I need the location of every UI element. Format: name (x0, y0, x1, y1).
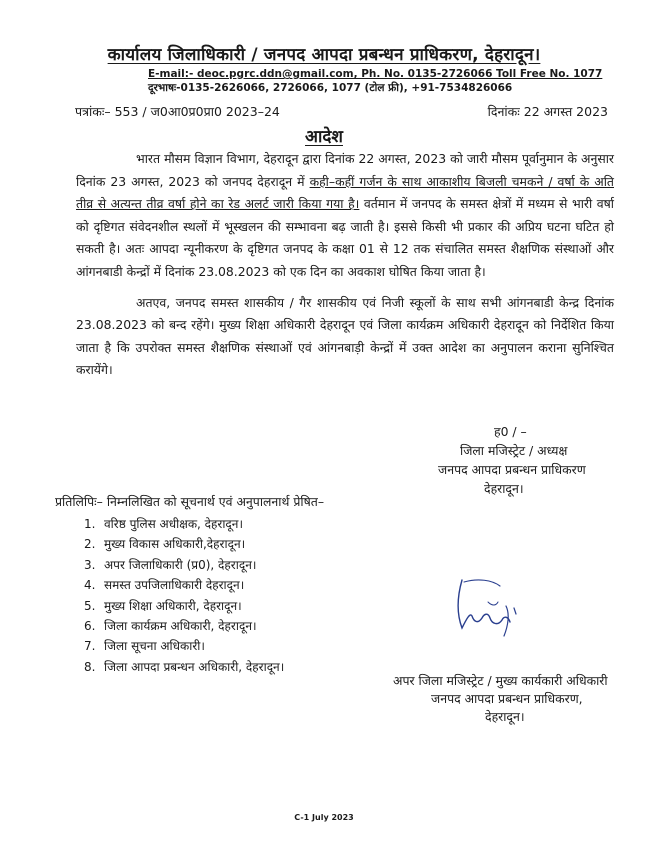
copy-to-item-number: 4. (84, 578, 96, 593)
office-title-text: कार्यालय जिलाधिकारी / जनपद आपदा प्रबन्धन प्राधिकरण, देहरादून। (107, 45, 541, 65)
copy-to-item-text: जिला आपदा प्रबन्धन अधिकारी, देहरादून। (104, 659, 285, 674)
copy-to-item-text: वरिष्ठ पुलिस अधीक्षक, देहरादून। (104, 517, 244, 531)
dm-place: देहरादून। (484, 481, 524, 496)
paragraph-1 (76, 148, 614, 284)
para1-start: भारत मौसम विज्ञान विभाग, देहरादून द्वारा दिनांक 22 अगस्त, 2023 को जारी मौसम पूर्वानुमान के अनुसार दिनांक 23 अगस्त, 2023 को जनपद देहरादून में (76, 151, 614, 189)
para1-end: वर्तमान में जनपद के समस्त क्षेत्रों में मध्यम से भारी वर्षा को दृष्टिगत संवेदनशील स्थलों में भूस्खलन की सम्भावना बढ़ जाती है। इससे किसी भी प्रकार की अप्रिय घटना घटित हो सकती है। अतः आपदा न्यूनीकरण के दृष्टिगत जनपद के कक्षा 01 से 12 तक संचालित समस्त शैक्षणिक संस्थाओं और आंगनबाडी केन्द्रों में दिनांक 23.08.2023 को एक दिन का अवकाश घोषित किया जाता है। (76, 196, 614, 279)
letter-number: पत्रांकः– 553 / ज0आ0प्र0प्रा0 2023–24 (75, 104, 280, 119)
letter-date: दिनांकः 22 अगस्त 2023 (487, 104, 608, 119)
copy-to-item-number: 7. (84, 639, 96, 654)
copy-to-item-number: 5. (84, 598, 96, 613)
copy-to-item (84, 534, 284, 554)
copy-to-item-text: जिला सूचना अधिकारी। (104, 639, 205, 654)
copy-to-item (84, 657, 284, 677)
adm-place: देहरादून। (485, 709, 525, 724)
copy-to-item-number: 2. (84, 537, 96, 552)
copy-to-item (84, 596, 284, 616)
adm-designation: अपर जिला मजिस्ट्रेट / मुख्य कार्यकारी अधिकारी (393, 673, 608, 688)
copy-to-item-text: मुख्य शिक्षा अधिकारी, देहरादून। (104, 598, 242, 613)
copy-to-item-number: 8. (84, 659, 96, 674)
paragraph-2: अतएव, जनपद समस्त शासकीय / गैर शासकीय एवं निजी स्कूलों के साथ सभी आंगनबाडी केन्द्र दिनांक 23.08.2023 को बन्द रहेंगे। मुख्य शिक्षा अधिकारी देहरादून एवं जिला कार्यक्रम अधिकारी देहरादून को निर्देशित किया जाता है कि उपरोक्त समस्त शैक्षणिक संस्थाओं एवं आंगनबाड़ी केन्द्रों में उक्त आदेश का अनुपालन कराना सुनिश्चित करायेंगे। (76, 294, 614, 378)
order-body (76, 148, 614, 382)
copy-to-item (84, 555, 284, 575)
signatory-district-magistrate (420, 422, 630, 498)
copy-to-item-text: समस्त उपजिलाधिकारी देहरादून। (104, 578, 245, 593)
contact-email-line: E-mail:- deoc.pgrc.ddn@gmail.com, Ph. No. 0135-2726066 Toll Free No. 1077 (148, 68, 603, 80)
copy-to-item-text: जिला कार्यक्रम अधिकारी, देहरादून। (104, 619, 257, 634)
adm-authority: जनपद आपदा प्रबन्धन प्राधिकरण, (431, 691, 583, 706)
order-title-text: आदेश (305, 127, 343, 147)
copy-to-item-number: 3. (84, 557, 96, 572)
copy-to-item (84, 514, 284, 534)
handwritten-signature (448, 572, 528, 642)
copy-to-list (84, 514, 284, 677)
signed-mark: ह0 / – (494, 424, 527, 439)
contact-phone-line: दूरभाषः-0135-2626066, 2726066, 1077 (टोल फ्री), +91-7534826066 (148, 82, 513, 94)
copy-to-item (84, 636, 284, 656)
order-title (0, 124, 648, 147)
copy-to-heading: प्रतिलिपिः– निम्नलिखित को सूचनार्थ एवं अनुपालनार्थ प्रेषित– (55, 494, 325, 509)
office-title (0, 42, 648, 65)
copy-to-item-number: 6. (84, 619, 96, 634)
copy-to-item-text: मुख्य विकास अधिकारी,देहरादून। (104, 537, 246, 552)
signatory-additional-magistrate (393, 672, 633, 726)
copy-to-item-text: अपर जिलाधिकारी (प्र0), देहरादून। (104, 557, 257, 572)
red-alert-highlight: कही–कहीं गर्जन के साथ आकाशीय बिजली चमकने / वर्षा के अति तीव्र से अत्यन्त तीव्र वर्षा होने का रेड अलर्ट जारी किया गया है। (76, 173, 614, 212)
dm-authority: जनपद आपदा प्रबन्धन प्राधिकरण (438, 462, 586, 477)
copy-to-item-number: 1. (84, 517, 96, 531)
copy-to-item (84, 616, 284, 636)
footer-code: C-1 July 2023 (294, 813, 354, 822)
dm-designation: जिला मजिस्ट्रेट / अध्यक्ष (460, 443, 568, 458)
copy-to-item (84, 575, 284, 595)
